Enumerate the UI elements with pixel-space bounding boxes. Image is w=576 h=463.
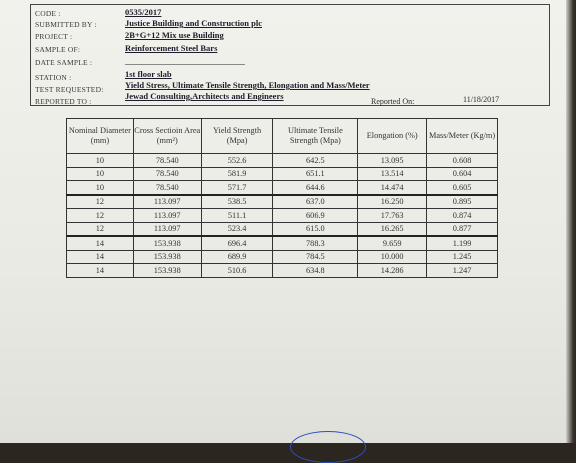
- table-cell: 788.3: [273, 236, 358, 250]
- table-row: [67, 264, 498, 278]
- table-cell: 153.938: [133, 250, 201, 264]
- table-cell: 16.265: [358, 222, 427, 236]
- table-cell: 14.474: [358, 181, 427, 195]
- code-value: 0535/2017: [125, 7, 162, 17]
- table-cell: 571.7: [201, 181, 273, 195]
- table-cell: 14: [67, 250, 134, 264]
- lab-stamp: [290, 431, 366, 463]
- table-cell: 10: [67, 167, 134, 181]
- table-row: [67, 181, 498, 195]
- table-cell: 606.9: [273, 209, 358, 223]
- table-header-row: [67, 119, 498, 154]
- table-cell: 644.6: [273, 181, 358, 195]
- table-cell: 17.763: [358, 209, 427, 223]
- table-cell: 784.5: [273, 250, 358, 264]
- table-cell: 651.1: [273, 167, 358, 181]
- table-row: [67, 195, 498, 209]
- table-cell: 12: [67, 209, 134, 223]
- table-cell: 523.4: [201, 222, 273, 236]
- header-elongation: Elongation (%): [358, 119, 427, 154]
- station-label: STATION :: [35, 73, 72, 82]
- header-nominal-diameter: Nominal Diameter (mm): [67, 119, 134, 154]
- table-cell: 9.659: [358, 236, 427, 250]
- table-cell: 14.286: [358, 264, 427, 278]
- table-cell: 78.540: [133, 167, 201, 181]
- table-cell: 0.877: [427, 222, 498, 236]
- table-cell: 78.540: [133, 181, 201, 195]
- table-cell: 14: [67, 264, 134, 278]
- table-row: [67, 167, 498, 181]
- date-sample-label: DATE SAMPLE :: [35, 58, 93, 67]
- table-cell: 689.9: [201, 250, 273, 264]
- reported-on-label: Reported On:: [371, 97, 415, 106]
- table-cell: 0.604: [427, 167, 498, 181]
- table-cell: 153.938: [133, 264, 201, 278]
- table-cell: 113.097: [133, 209, 201, 223]
- table-cell: 0.605: [427, 181, 498, 195]
- table-cell: 113.097: [133, 222, 201, 236]
- table-cell: 510.6: [201, 264, 273, 278]
- header-ultimate-tensile-strength: Ultimate Tensile Strength (Mpa): [273, 119, 358, 154]
- submitted-by-label: SUBMITTED BY :: [35, 20, 97, 29]
- table-cell: 10: [67, 181, 134, 195]
- date-sample-underline: [125, 64, 245, 65]
- header-box: [30, 4, 550, 106]
- reported-to-label: REPORTED TO :: [35, 97, 92, 106]
- table-cell: 552.6: [201, 154, 273, 168]
- table-row: [67, 222, 498, 236]
- table-cell: 615.0: [273, 222, 358, 236]
- table-cell: 696.4: [201, 236, 273, 250]
- table-cell: 642.5: [273, 154, 358, 168]
- test-results-table: [66, 118, 498, 278]
- table-row: [67, 209, 498, 223]
- station-value: 1st floor slab: [125, 69, 172, 79]
- sample-of-value: Reinforcement Steel Bars: [125, 43, 218, 53]
- header-mass-per-meter: Mass/Meter (Kg/m): [427, 119, 498, 154]
- table-cell: 153.938: [133, 236, 201, 250]
- code-label: CODE :: [35, 9, 61, 18]
- table-cell: 0.608: [427, 154, 498, 168]
- table-cell: 13.095: [358, 154, 427, 168]
- table-cell: 113.097: [133, 195, 201, 209]
- header-cross-section-area: Cross Sectioin Area (mm²): [133, 119, 201, 154]
- reported-to-value: Jewad Consulting,Architects and Engineers: [125, 91, 284, 101]
- table-row: [67, 154, 498, 168]
- table-cell: 634.8: [273, 264, 358, 278]
- submitted-by-value: Justice Building and Construction plc: [125, 18, 262, 28]
- table-cell: 1.247: [427, 264, 498, 278]
- page-shadow-edge: [566, 0, 576, 443]
- table-cell: 1.245: [427, 250, 498, 264]
- table-cell: 78.540: [133, 154, 201, 168]
- table-cell: 12: [67, 222, 134, 236]
- project-label: PROJECT :: [35, 32, 73, 41]
- reported-on-value: 11/18/2017: [463, 95, 500, 104]
- table-cell: 1.199: [427, 236, 498, 250]
- table-cell: 16.250: [358, 195, 427, 209]
- table-cell: 511.1: [201, 209, 273, 223]
- table-cell: 10: [67, 154, 134, 168]
- table-cell: 14: [67, 236, 134, 250]
- table-cell: 10.000: [358, 250, 427, 264]
- table-cell: 637.0: [273, 195, 358, 209]
- project-value: 2B+G+12 Mix use Building: [125, 30, 224, 40]
- table-cell: 13.514: [358, 167, 427, 181]
- table-cell: 0.874: [427, 209, 498, 223]
- table-cell: 538.5: [201, 195, 273, 209]
- table-row: [67, 236, 498, 250]
- header-yield-strength: Yield Strength (Mpa): [201, 119, 273, 154]
- table-cell: 581.9: [201, 167, 273, 181]
- table-cell: 0.895: [427, 195, 498, 209]
- table-cell: 12: [67, 195, 134, 209]
- sample-of-label: SAMPLE OF:: [35, 45, 81, 54]
- test-requested-label: TEST REQUESTED:: [35, 85, 104, 94]
- table-row: [67, 250, 498, 264]
- test-requested-value: Yield Stress, Ultimate Tensile Strength, Elongation and Mass/Meter: [125, 80, 370, 90]
